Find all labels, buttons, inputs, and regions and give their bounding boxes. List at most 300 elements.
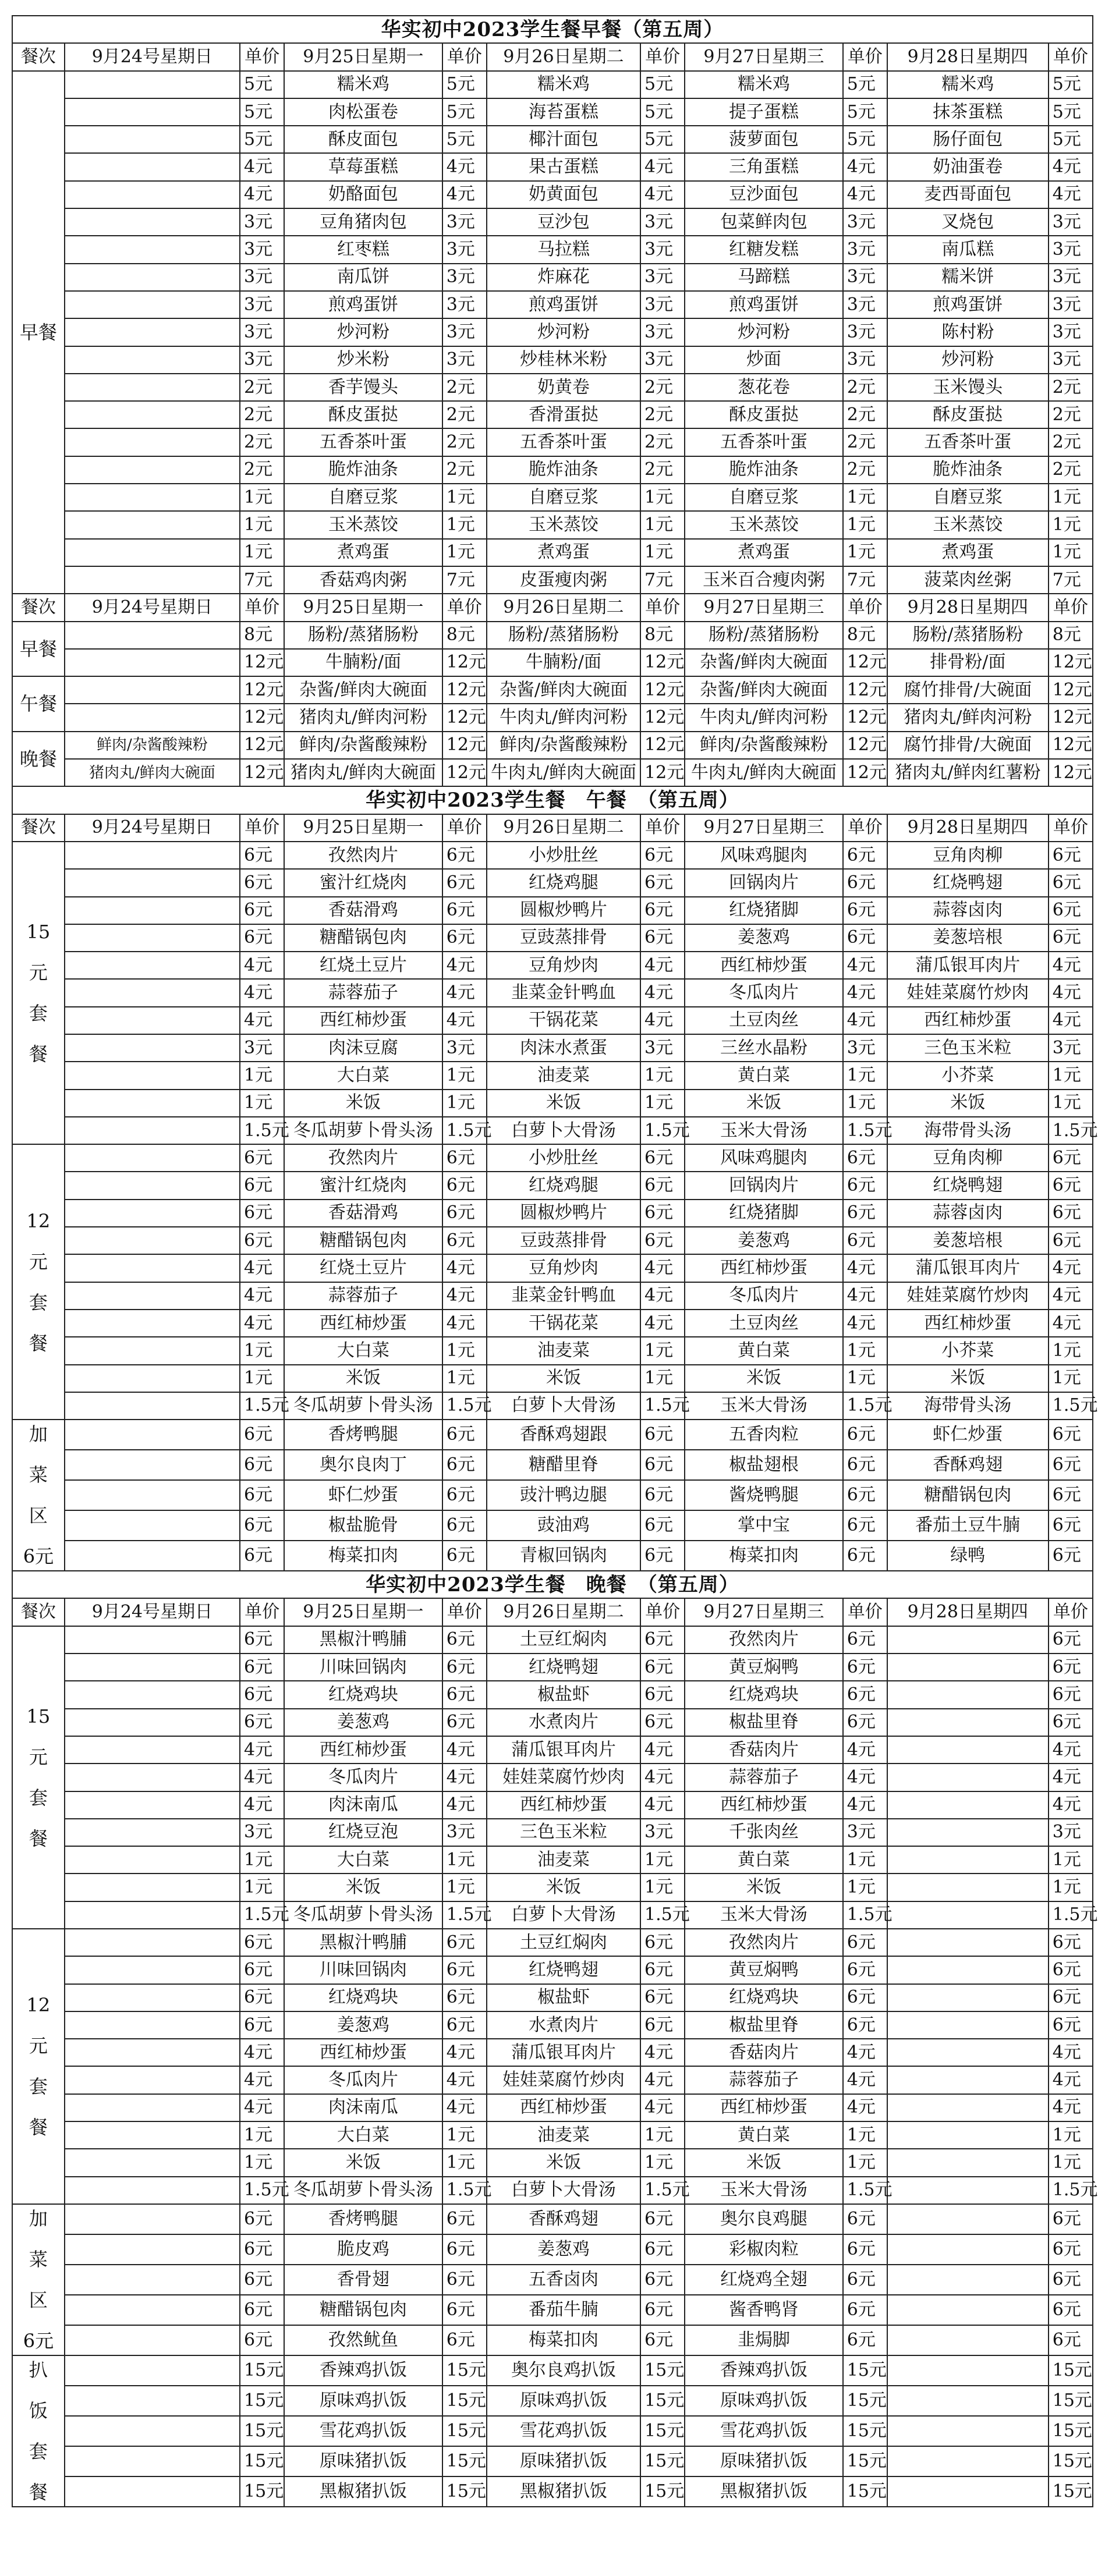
menu-row — [12, 1901, 1093, 1929]
monday-price: 5元 — [442, 98, 487, 126]
thursday-item: 绿鸭 — [887, 1541, 1049, 1571]
lunch-section-label — [12, 842, 65, 1144]
thursday-item — [887, 2121, 1049, 2149]
monday-price: 6元 — [442, 2295, 487, 2325]
wednesday-price: 12元 — [843, 649, 887, 676]
monday-item: 南瓜饼 — [284, 264, 442, 291]
menu-row — [12, 1007, 1093, 1034]
tuesday-item: 油麦菜 — [487, 2121, 640, 2149]
dinner-section-label — [12, 2355, 65, 2507]
thursday-price: 6元 — [1049, 1420, 1093, 1450]
tuesday-price: 4元 — [640, 153, 685, 180]
sunday-price: 15元 — [240, 2416, 284, 2446]
monday-item: 杂酱/鲜肉大碗面 — [284, 676, 442, 704]
sunday-item — [65, 208, 240, 236]
tuesday-item: 水煮肉片 — [487, 2011, 640, 2039]
menu-row — [12, 484, 1093, 511]
tuesday-price: 6元 — [640, 1144, 685, 1172]
sunday-item — [65, 1901, 240, 1929]
monday-item: 大白菜 — [284, 1062, 442, 1089]
sunday-price: 6元 — [240, 1420, 284, 1450]
tuesday-item: 黑椒猪扒饭 — [487, 2476, 640, 2507]
breakfast-section-label: 早餐 — [12, 71, 65, 594]
thursday-price: 1元 — [1049, 1846, 1093, 1874]
monday-price: 3元 — [442, 318, 487, 346]
meal-header: 餐次 — [12, 594, 65, 621]
monday-price: 6元 — [442, 1984, 487, 2011]
monday-item: 米饭 — [284, 1874, 442, 1901]
menu-row — [12, 2039, 1093, 2066]
tuesday-item: 红烧鸡腿 — [487, 869, 640, 896]
menu-row — [12, 374, 1093, 401]
wednesday-item: 黑椒猪扒饭 — [685, 2476, 843, 2507]
monday-price: 5元 — [442, 126, 487, 153]
thursday-item: 猪肉丸/鲜肉红薯粉 — [887, 759, 1049, 786]
wednesday-price: 3元 — [843, 1819, 887, 1846]
tuesday-item: 圆椒炒鸭片 — [487, 1200, 640, 1227]
section-label-part: 套 — [29, 2075, 48, 2098]
tuesday-header: 9月26日星期二 — [487, 1598, 640, 1626]
sunday-item — [65, 1510, 240, 1541]
tuesday-item: 奥尔良鸡扒饭 — [487, 2355, 640, 2386]
wednesday-price: 15元 — [843, 2386, 887, 2416]
menu-row — [12, 2265, 1093, 2295]
wednesday-price: 4元 — [843, 1007, 887, 1034]
thursday-item — [887, 2325, 1049, 2355]
menu-row — [12, 1227, 1093, 1254]
thursday-price: 3元 — [1049, 208, 1093, 236]
monday-item: 西红柿炒蛋 — [284, 2039, 442, 2066]
menu-row — [12, 1172, 1093, 1199]
monday-item: 姜葱鸡 — [284, 1709, 442, 1736]
monday-price: 7元 — [442, 566, 487, 594]
thursday-item — [887, 1654, 1049, 1681]
monday-item: 香芋馒头 — [284, 374, 442, 401]
wednesday-item: 牛肉丸/鲜肉河粉 — [685, 704, 843, 731]
sunday-item — [65, 1007, 240, 1034]
thursday-item: 姜葱培根 — [887, 924, 1049, 952]
sunday-price: 6元 — [240, 1480, 284, 1510]
menu-row — [12, 126, 1093, 153]
thursday-item — [887, 2295, 1049, 2325]
monday-item: 原味鸡扒饭 — [284, 2386, 442, 2416]
monday-price: 15元 — [442, 2476, 487, 2507]
monday-item: 冬瓜胡萝卜骨头汤 — [284, 2177, 442, 2204]
thursday-price: 4元 — [1049, 181, 1093, 208]
monday-price: 6元 — [442, 1144, 487, 1172]
section-label-part: 套 — [29, 1002, 48, 1025]
sunday-price: 12元 — [240, 759, 284, 786]
menu-row — [12, 1984, 1093, 2011]
menu-row — [12, 1254, 1093, 1282]
section-label-part: 菜 — [29, 1464, 48, 1486]
thursday-item — [887, 2446, 1049, 2476]
thursday-price: 6元 — [1049, 2265, 1093, 2295]
tuesday-item: 油麦菜 — [487, 1337, 640, 1364]
menu-row — [12, 1392, 1093, 1420]
tuesday-price: 1.5元 — [640, 1901, 685, 1929]
wednesday-price: 4元 — [843, 1791, 887, 1819]
monday-item: 红烧土豆片 — [284, 952, 442, 979]
sunday-item — [65, 1764, 240, 1791]
sunday-item — [65, 539, 240, 566]
monday-item: 虾仁炒蛋 — [284, 1480, 442, 1510]
thursday-price: 1.5元 — [1049, 1392, 1093, 1420]
sunday-item — [65, 676, 240, 704]
menu-row — [12, 676, 1093, 704]
tuesday-item: 蒲瓜银耳肉片 — [487, 1736, 640, 1764]
monday-item: 煎鸡蛋饼 — [284, 291, 442, 318]
monday-item: 煮鸡蛋 — [284, 539, 442, 566]
sunday-item — [65, 1392, 240, 1420]
monday-item: 姜葱鸡 — [284, 2011, 442, 2039]
thursday-price: 6元 — [1049, 1200, 1093, 1227]
tuesday-item: 水煮肉片 — [487, 1709, 640, 1736]
wednesday-price: 1元 — [843, 1846, 887, 1874]
thursday-item — [887, 2234, 1049, 2265]
wednesday-price: 2元 — [843, 401, 887, 428]
monday-item: 梅菜扣肉 — [284, 1541, 442, 1571]
menu-row — [12, 346, 1093, 374]
tuesday-item: 西红柿炒蛋 — [487, 1791, 640, 1819]
tuesday-item: 肉沫水煮蛋 — [487, 1034, 640, 1062]
tuesday-price: 4元 — [640, 2066, 685, 2094]
tuesday-header: 9月26日星期二 — [487, 43, 640, 70]
section-label-part: 12 — [26, 1209, 51, 1232]
price-header: 单价 — [240, 1598, 284, 1626]
weekly-menu-table — [12, 15, 1098, 2507]
menu-row — [12, 649, 1093, 676]
thursday-price: 3元 — [1049, 1034, 1093, 1062]
tuesday-price: 6元 — [640, 2265, 685, 2295]
thursday-item: 陈村粉 — [887, 318, 1049, 346]
wednesday-item: 西红柿炒蛋 — [685, 1254, 843, 1282]
wednesday-price: 1元 — [843, 2121, 887, 2149]
sunday-price: 4元 — [240, 2094, 284, 2121]
sunday-item — [65, 1819, 240, 1846]
monday-item: 红烧鸡块 — [284, 1984, 442, 2011]
monday-price: 1元 — [442, 511, 487, 538]
menu-row — [12, 1282, 1093, 1310]
wednesday-item: 孜然肉片 — [685, 1929, 843, 1956]
sunday-item — [65, 1956, 240, 1984]
tuesday-item: 姜葱鸡 — [487, 2234, 640, 2265]
wednesday-item: 回锅肉片 — [685, 1172, 843, 1199]
tuesday-price: 1元 — [640, 511, 685, 538]
sunday-item — [65, 1681, 240, 1708]
thursday-price: 6元 — [1049, 1654, 1093, 1681]
wednesday-item: 玉米蒸饺 — [685, 511, 843, 538]
monday-item: 肉沫豆腐 — [284, 1034, 442, 1062]
section-label-part: 加 — [29, 1423, 48, 1446]
thursday-price: 4元 — [1049, 1254, 1093, 1282]
thursday-price: 15元 — [1049, 2446, 1093, 2476]
wednesday-price: 6元 — [843, 2011, 887, 2039]
sunday-price: 6元 — [240, 1929, 284, 1956]
sunday-item — [65, 236, 240, 263]
thursday-item: 糯米饼 — [887, 264, 1049, 291]
monday-item: 香辣鸡扒饭 — [284, 2355, 442, 2386]
thursday-price: 6元 — [1049, 1510, 1093, 1541]
sunday-price: 12元 — [240, 704, 284, 731]
wednesday-item: 土豆肉丝 — [685, 1007, 843, 1034]
thursday-item — [887, 2011, 1049, 2039]
thursday-price: 4元 — [1049, 2039, 1093, 2066]
tuesday-item: 五香卤肉 — [487, 2265, 640, 2295]
section-label-part: 餐 — [29, 1332, 48, 1354]
price-header: 单价 — [640, 1598, 685, 1626]
dinner-section-label — [12, 2204, 65, 2355]
monday-price: 15元 — [442, 2386, 487, 2416]
sunday-price: 3元 — [240, 236, 284, 263]
tuesday-item: 杂酱/鲜肉大碗面 — [487, 676, 640, 704]
menu-row — [12, 401, 1093, 428]
thursday-price: 1元 — [1049, 484, 1093, 511]
thursday-price: 1.5元 — [1049, 1117, 1093, 1144]
thursday-header: 9月28日星期四 — [887, 43, 1049, 70]
thursday-item: 腐竹排骨/大碗面 — [887, 732, 1049, 759]
tuesday-price: 2元 — [640, 401, 685, 428]
monday-price: 4元 — [442, 1282, 487, 1310]
thursday-price: 1元 — [1049, 1337, 1093, 1364]
monday-item: 肉沫南瓜 — [284, 2094, 442, 2121]
sunday-price: 6元 — [240, 897, 284, 924]
tuesday-item: 果古蛋糕 — [487, 153, 640, 180]
thursday-price: 3元 — [1049, 346, 1093, 374]
thursday-item: 西红柿炒蛋 — [887, 1007, 1049, 1034]
tuesday-price: 1元 — [640, 1062, 685, 1089]
tuesday-price: 1元 — [640, 1874, 685, 1901]
menu-row — [12, 1681, 1093, 1708]
price-header: 单价 — [843, 594, 887, 621]
monday-item: 糖醋锅包肉 — [284, 1227, 442, 1254]
wednesday-price: 12元 — [843, 676, 887, 704]
tuesday-price: 2元 — [640, 456, 685, 484]
tuesday-price: 1元 — [640, 539, 685, 566]
sunday-price: 5元 — [240, 126, 284, 153]
thursday-item: 小芥菜 — [887, 1062, 1049, 1089]
dinner-title: 华实初中2023学生餐 晚餐 （第五周） — [12, 1571, 1093, 1598]
sunday-price: 12元 — [240, 649, 284, 676]
wednesday-item: 三角蛋糕 — [685, 153, 843, 180]
sunday-item — [65, 869, 240, 896]
menu-row — [12, 1144, 1093, 1172]
menu-row — [12, 1626, 1093, 1654]
tuesday-item: 番茄牛腩 — [487, 2295, 640, 2325]
wednesday-item: 雪花鸡扒饭 — [685, 2416, 843, 2446]
sunday-price: 4元 — [240, 1007, 284, 1034]
wednesday-item: 冬瓜肉片 — [685, 979, 843, 1006]
thursday-item: 奶油蛋卷 — [887, 153, 1049, 180]
wednesday-price: 12元 — [843, 704, 887, 731]
sunday-price: 3元 — [240, 264, 284, 291]
tuesday-price: 2元 — [640, 428, 685, 456]
wednesday-price: 6元 — [843, 2325, 887, 2355]
thursday-item: 糯米鸡 — [887, 71, 1049, 98]
lunch-section-label — [12, 1144, 65, 1420]
wednesday-item: 煎鸡蛋饼 — [685, 291, 843, 318]
menu-row — [12, 704, 1093, 731]
tuesday-item: 牛肉丸/鲜肉河粉 — [487, 704, 640, 731]
thursday-price: 6元 — [1049, 924, 1093, 952]
price-header: 单价 — [240, 814, 284, 842]
wednesday-item: 回锅肉片 — [685, 869, 843, 896]
sunday-item: 猪肉丸/鲜肉大碗面 — [65, 759, 240, 786]
tuesday-item: 自磨豆浆 — [487, 484, 640, 511]
tuesday-item: 韭菜金针鸭血 — [487, 979, 640, 1006]
sunday-price: 4元 — [240, 2066, 284, 2094]
wednesday-price: 4元 — [843, 1310, 887, 1337]
wednesday-price: 3元 — [843, 1034, 887, 1062]
sunday-price: 12元 — [240, 676, 284, 704]
thursday-price: 1.5元 — [1049, 1901, 1093, 1929]
tuesday-price: 1元 — [640, 1090, 685, 1117]
tuesday-item: 米饭 — [487, 1874, 640, 1901]
menu-row — [12, 622, 1093, 649]
sunday-price: 3元 — [240, 291, 284, 318]
menu-row — [12, 732, 1093, 759]
sunday-price: 3元 — [240, 208, 284, 236]
monday-price: 12元 — [442, 704, 487, 731]
sunday-price: 6元 — [240, 1510, 284, 1541]
sunday-item — [65, 181, 240, 208]
thursday-price: 4元 — [1049, 2094, 1093, 2121]
wednesday-price: 6元 — [843, 1681, 887, 1708]
monday-item: 雪花鸡扒饭 — [284, 2416, 442, 2446]
section-label-part: 元 — [29, 2035, 48, 2057]
thursday-price: 7元 — [1049, 566, 1093, 594]
menu-row — [12, 456, 1093, 484]
tuesday-item: 蒲瓜银耳肉片 — [487, 2039, 640, 2066]
tuesday-item: 炒河粉 — [487, 318, 640, 346]
thursday-price: 6元 — [1049, 842, 1093, 869]
monday-price: 2元 — [442, 401, 487, 428]
monday-item: 脆皮鸡 — [284, 2234, 442, 2265]
sunday-price: 8元 — [240, 622, 284, 649]
sunday-item — [65, 484, 240, 511]
monday-item: 红烧鸡块 — [284, 1681, 442, 1708]
thursday-price: 15元 — [1049, 2355, 1093, 2386]
menu-row — [12, 2295, 1093, 2325]
sunday-item — [65, 2094, 240, 2121]
monday-item: 猪肉丸/鲜肉河粉 — [284, 704, 442, 731]
sunday-item — [65, 126, 240, 153]
price-header: 单价 — [843, 814, 887, 842]
monday-price: 1元 — [442, 2121, 487, 2149]
tuesday-price: 6元 — [640, 1172, 685, 1199]
thursday-price: 12元 — [1049, 649, 1093, 676]
wednesday-item: 红烧猪脚 — [685, 897, 843, 924]
sunday-price: 1.5元 — [240, 1901, 284, 1929]
wednesday-price: 6元 — [843, 1929, 887, 1956]
wednesday-header: 9月27日星期三 — [685, 594, 843, 621]
wednesday-price: 3元 — [843, 291, 887, 318]
thursday-price: 6元 — [1049, 1480, 1093, 1510]
wednesday-price: 4元 — [843, 2066, 887, 2094]
tuesday-price: 6元 — [640, 2234, 685, 2265]
sunday-price: 1元 — [240, 2149, 284, 2176]
sunday-item — [65, 2121, 240, 2149]
sunday-item — [65, 2149, 240, 2176]
sunday-price: 1元 — [240, 1337, 284, 1364]
monday-header: 9月25日星期一 — [284, 594, 442, 621]
wednesday-item: 香辣鸡扒饭 — [685, 2355, 843, 2386]
section-label-part: 菜 — [29, 2248, 48, 2270]
monday-price: 6元 — [442, 1200, 487, 1227]
sunday-price: 1.5元 — [240, 2177, 284, 2204]
menu-row — [12, 1956, 1093, 1984]
monday-price: 1.5元 — [442, 1117, 487, 1144]
thursday-price: 4元 — [1049, 1282, 1093, 1310]
menu-row — [12, 2355, 1093, 2386]
tuesday-item: 糯米鸡 — [487, 71, 640, 98]
monday-price: 4元 — [442, 153, 487, 180]
monday-item: 炒米粉 — [284, 346, 442, 374]
price-header: 单价 — [442, 1598, 487, 1626]
menu-row — [12, 1510, 1093, 1541]
wednesday-item: 红烧鸡块 — [685, 1984, 843, 2011]
header-row — [12, 814, 1093, 842]
tuesday-item: 玉米蒸饺 — [487, 511, 640, 538]
price-header: 单价 — [1049, 1598, 1093, 1626]
menu-row — [12, 1200, 1093, 1227]
monday-item: 酥皮蛋挞 — [284, 401, 442, 428]
menu-row — [12, 2476, 1093, 2507]
tuesday-item: 米饭 — [487, 1090, 640, 1117]
menu-row — [12, 979, 1093, 1006]
thursday-item: 豆角肉柳 — [887, 1144, 1049, 1172]
tuesday-item: 豆豉蒸排骨 — [487, 1227, 640, 1254]
sunday-item — [65, 264, 240, 291]
tuesday-price: 6元 — [640, 924, 685, 952]
tuesday-price: 4元 — [640, 979, 685, 1006]
tuesday-item: 青椒回锅肉 — [487, 1541, 640, 1571]
thursday-item: 娃娃菜腐竹炒肉 — [887, 979, 1049, 1006]
price-header: 单价 — [843, 43, 887, 70]
monday-item: 肉沫南瓜 — [284, 1791, 442, 1819]
wednesday-price: 1.5元 — [843, 2177, 887, 2204]
sunday-price: 6元 — [240, 869, 284, 896]
menu-row — [12, 2121, 1093, 2149]
sunday-item — [65, 1541, 240, 1571]
tuesday-item: 豉油鸡 — [487, 1510, 640, 1541]
tuesday-item: 原味鸡扒饭 — [487, 2386, 640, 2416]
wednesday-item: 玉米大骨汤 — [685, 1117, 843, 1144]
wednesday-item: 孜然肉片 — [685, 1626, 843, 1654]
thursday-item — [887, 2265, 1049, 2295]
sunday-item — [65, 2066, 240, 2094]
tuesday-item: 油麦菜 — [487, 1846, 640, 1874]
sunday-item — [65, 979, 240, 1006]
monday-item: 糯米鸡 — [284, 71, 442, 98]
monday-item: 香烤鸭腿 — [284, 2204, 442, 2234]
tuesday-price: 6元 — [640, 2325, 685, 2355]
monday-item: 西红柿炒蛋 — [284, 1007, 442, 1034]
thursday-item — [887, 2476, 1049, 2507]
wednesday-price: 6元 — [843, 869, 887, 896]
monday-price: 12元 — [442, 649, 487, 676]
meal-header: 餐次 — [12, 1598, 65, 1626]
section-label-part: 餐 — [29, 1827, 48, 1850]
wednesday-price: 6元 — [843, 1450, 887, 1480]
wednesday-price: 2元 — [843, 456, 887, 484]
sunday-item — [65, 2011, 240, 2039]
tuesday-price: 6元 — [640, 1654, 685, 1681]
monday-item: 香菇滑鸡 — [284, 1200, 442, 1227]
tuesday-price: 6元 — [640, 1626, 685, 1654]
price-header: 单价 — [240, 43, 284, 70]
sunday-item — [65, 1929, 240, 1956]
